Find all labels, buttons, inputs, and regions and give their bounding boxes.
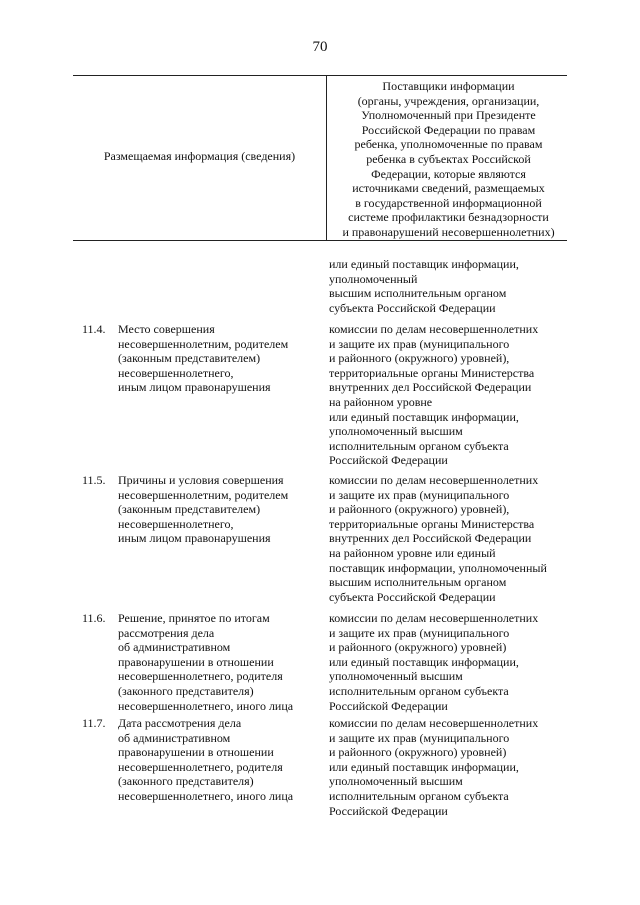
provider-line: внутренних дел Российской Федерации [329, 531, 532, 546]
header-providers-line: Поставщики информации [382, 79, 515, 93]
info-line: правонарушении в отношении [118, 654, 274, 669]
header-providers-line: Российской Федерации по правам [361, 122, 536, 137]
info-line: рассмотрения дела [118, 625, 215, 640]
info-line: несовершеннолетнего, [118, 516, 234, 531]
info-line: Место совершения [118, 322, 215, 336]
row-providers-11-7 [329, 716, 574, 818]
header-providers-column [328, 79, 569, 240]
row-info-11-7 [118, 716, 318, 804]
provider-line: исполнительным органом субъекта [329, 683, 509, 698]
info-line: несовершеннолетним, родителем [118, 487, 289, 502]
info-line: (законного представителя) [118, 683, 254, 698]
provider-line: и районного (окружного) уровней) [329, 745, 507, 760]
table-top-rule [73, 75, 567, 76]
provider-line: и защите их прав (муниципального [329, 625, 510, 640]
info-line: (законного представителя) [118, 774, 254, 789]
provider-line: комиссии по делам несовершеннолетних [329, 473, 539, 487]
header-providers-line: Федерации, которые являются [371, 166, 526, 181]
provider-line: субъекта Российской Федерации [329, 300, 496, 315]
provider-line: внутренних дел Российской Федерации [329, 380, 532, 395]
provider-line: и районного (окружного) уровней) [329, 640, 507, 655]
provider-line: комиссии по делам несовершеннолетних [329, 322, 539, 336]
provider-line: уполномоченный высшим [329, 774, 463, 789]
provider-line: комиссии по делам несовершеннолетних [329, 716, 539, 730]
provider-line: и защите их прав (муниципального [329, 487, 510, 502]
provider-line: и защите их прав (муниципального [329, 730, 510, 745]
info-line: (законным представителем) [118, 502, 261, 517]
row-number-11-5: 11.5. [82, 473, 106, 487]
provider-line: уполномоченный высшим [329, 424, 463, 439]
provider-line: Российской Федерации [329, 453, 448, 468]
table-header-bottom-rule [73, 240, 567, 241]
provider-line: или единый поставщик информации, [329, 759, 519, 774]
info-line: об административном [118, 730, 231, 745]
provider-line: высшим исполнительным органом [329, 575, 507, 590]
provider-line: территориальные органы Министерства [329, 516, 535, 531]
info-line: иным лицом правонарушения [118, 531, 271, 546]
provider-line: поставщик информации, уполномоченный [329, 560, 547, 575]
provider-line: и защите их прав (муниципального [329, 336, 510, 351]
provider-line: исполнительным органом субъекта [329, 788, 509, 803]
info-line: несовершеннолетним, родителем [118, 336, 289, 351]
info-line: Дата рассмотрения дела [118, 716, 242, 730]
info-line: правонарушении в отношении [118, 745, 274, 760]
header-column-divider [326, 75, 327, 240]
row-info-11-4 [118, 322, 318, 395]
provider-line: уполномоченный высшим [329, 669, 463, 684]
header-providers-line: ребенка в субъектах Российской [366, 151, 531, 166]
provider-line: субъекта Российской Федерации [329, 589, 496, 604]
header-info-column: Размещаемая информация (сведения) [103, 149, 296, 163]
row-providers-11-4 [329, 322, 574, 468]
continuation-providers [329, 257, 574, 315]
info-line: иным лицом правонарушения [118, 380, 271, 395]
provider-line: высшим исполнительным органом [329, 286, 507, 301]
info-line: Решение, принятое по итогам [118, 611, 270, 625]
provider-line: на районном уровне [329, 394, 433, 409]
row-info-11-6 [118, 611, 318, 713]
provider-line: и районного (окружного) уровней), [329, 351, 510, 366]
row-number-11-7: 11.7. [82, 716, 106, 730]
page-number: 70 [312, 39, 328, 55]
info-line: Причины и условия совершения [118, 473, 284, 487]
header-providers-line: Уполномоченный при Президенте [361, 108, 536, 123]
provider-line: или единый поставщик информации, [329, 654, 519, 669]
header-providers-line: (органы, учреждения, организации, [357, 93, 540, 108]
info-line: несовершеннолетнего, иного лица [118, 788, 294, 803]
provider-line: и районного (окружного) уровней), [329, 502, 510, 517]
header-providers-line: ребенка, уполномоченные по правам [354, 137, 543, 152]
info-line: несовершеннолетнего, [118, 365, 234, 380]
provider-line: Российской Федерации [329, 803, 448, 818]
info-line: об административном [118, 640, 231, 655]
row-number-11-6: 11.6. [82, 611, 106, 625]
row-providers-11-5 [329, 473, 574, 604]
provider-line: территориальные органы Министерства [329, 365, 535, 380]
row-providers-11-6 [329, 611, 574, 713]
provider-line: или единый поставщик информации, [329, 257, 519, 271]
info-line: несовершеннолетнего, иного лица [118, 698, 294, 713]
info-line: (законным представителем) [118, 351, 261, 366]
provider-line: Российской Федерации [329, 698, 448, 713]
row-number-11-4: 11.4. [82, 322, 106, 336]
header-providers-line: системе профилактики безнадзорности [348, 210, 549, 225]
header-providers-line: в государственной информационной [355, 195, 542, 210]
provider-line: исполнительным органом субъекта [329, 438, 509, 453]
provider-line: на районном уровне или единый [329, 545, 496, 560]
provider-line: уполномоченный [329, 271, 418, 286]
header-providers-line: и правонарушений несовершеннолетних) [342, 224, 555, 239]
provider-line: или единый поставщик информации, [329, 409, 519, 424]
row-info-11-5 [118, 473, 318, 546]
provider-line: комиссии по делам несовершеннолетних [329, 611, 539, 625]
header-providers-line: источниками сведений, размещаемых [352, 181, 545, 196]
info-line: несовершеннолетнего, родителя [118, 669, 283, 684]
info-line: несовершеннолетнего, родителя [118, 759, 283, 774]
